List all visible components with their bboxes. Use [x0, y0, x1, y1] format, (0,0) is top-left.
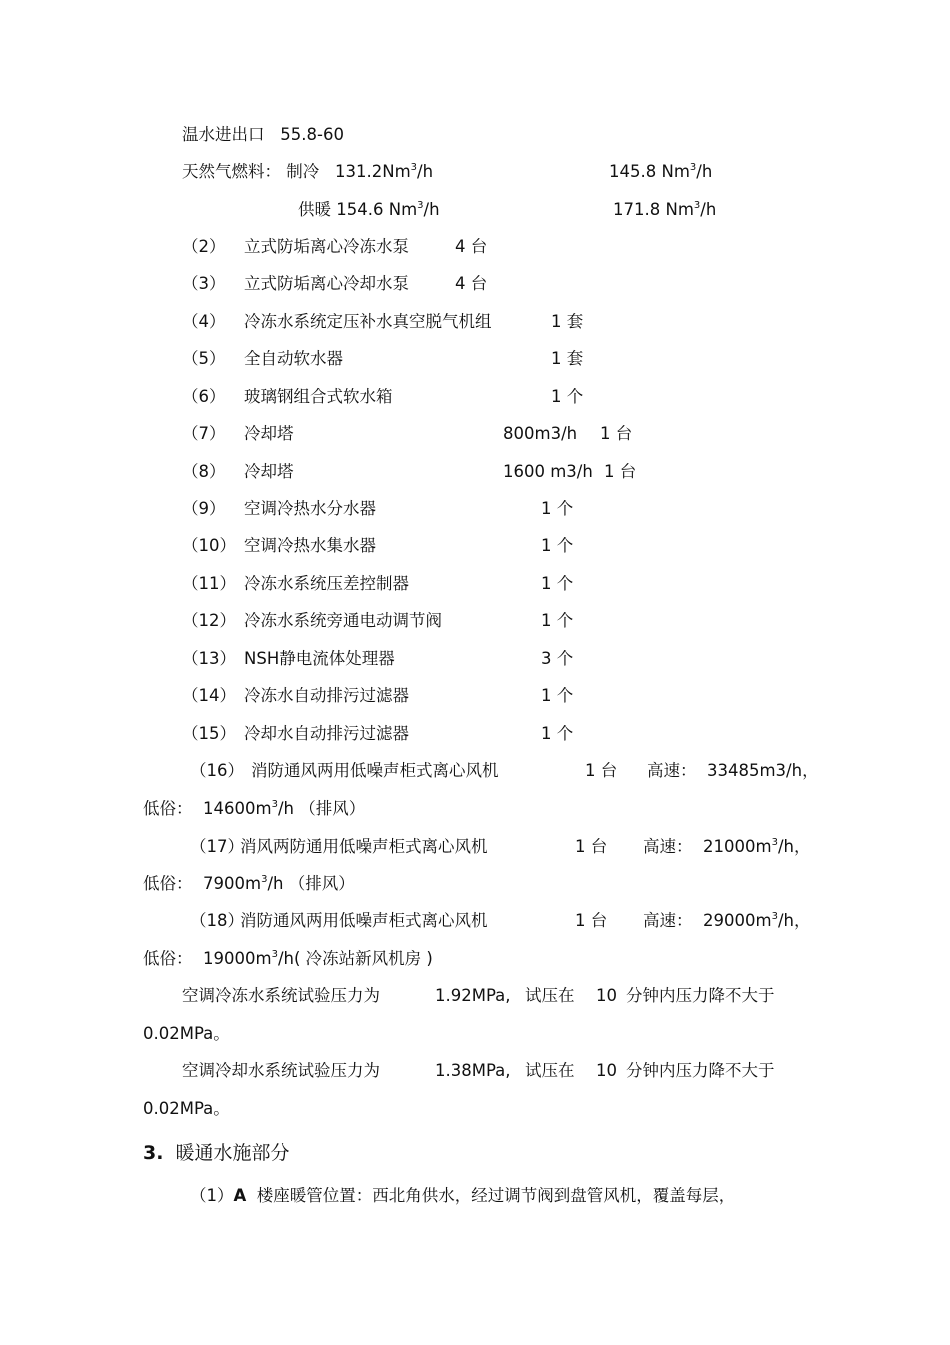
fan-qty: 1 台 — [585, 761, 618, 780]
test-label: 空调冷却水系统试验压力为 — [182, 1061, 380, 1080]
fan-low-label: 低俗： — [143, 799, 193, 818]
item-name: 立式防垢离心冷冻水泵 — [244, 237, 409, 256]
unit: /h — [417, 162, 434, 181]
para-num: （1） — [190, 1186, 234, 1205]
warm-water-value: 55.8-60 — [280, 125, 344, 144]
item-name: 冷冻水系统压差控制器 — [244, 574, 409, 593]
item-num: （9） — [182, 499, 226, 518]
section-number: 3. — [143, 1142, 164, 1164]
item-qty: 1 台 — [604, 462, 637, 481]
fan-low-value: 7900m — [203, 874, 262, 893]
fan-low — [143, 798, 365, 823]
test-tail: 分钟内压力降不大于 — [626, 986, 775, 1005]
item-num: （2） — [182, 237, 226, 256]
item-name: 冷却水自动排污过滤器 — [244, 724, 409, 743]
fan-low-label: 低俗： — [143, 874, 193, 893]
fan-name: 消风两防通用低噪声柜式离心风机 — [240, 837, 488, 856]
item-qty: 1 套 — [551, 312, 584, 331]
fan-num: （18） — [190, 911, 244, 930]
unit: /h — [277, 799, 294, 818]
para-text: 楼座暖管位置：西北角供水，经过调节阀到盘管风机，覆盖每层， — [256, 1186, 736, 1205]
fan-high-value: 33485m3/h， — [707, 761, 819, 780]
sup: 3 — [410, 162, 418, 173]
heating-value-2-text: 171.8 Nm — [613, 200, 694, 219]
item-qty: 1 个 — [541, 574, 574, 593]
item-name: 冷却塔 — [244, 462, 294, 481]
unit: /h — [423, 200, 440, 219]
test-mid: 试压在 — [525, 1061, 575, 1080]
item-num: （10） — [182, 536, 236, 555]
item-name: 空调冷热水集水器 — [244, 536, 376, 555]
item-qty: 1 个 — [541, 536, 574, 555]
item-num: （3） — [182, 274, 226, 293]
item-name: 冷冻水系统定压补水真空脱气机组 — [244, 312, 492, 331]
test-minutes: 10 — [596, 1061, 617, 1080]
warm-water-line — [182, 124, 344, 146]
item-spec: 800m3/h — [503, 424, 578, 443]
fan-high — [643, 910, 810, 935]
item-name: 冷却塔 — [244, 424, 294, 443]
item-name: 冷冻水自动排污过滤器 — [244, 686, 409, 705]
fan-num: （16） — [190, 761, 244, 780]
section-title: 暖通水施部分 — [175, 1142, 290, 1164]
test-pressure: 1.38MPa, — [435, 1061, 511, 1080]
heating-label: 供暖 — [298, 200, 331, 219]
item-qty: 1 个 — [541, 686, 574, 705]
fan-note: （排风） — [299, 799, 366, 818]
fan-low-label: 低俗： — [143, 949, 193, 968]
heating-line — [298, 199, 440, 224]
fan-num: （17） — [190, 837, 244, 856]
item-name: 玻璃钢组合式软水箱 — [244, 387, 393, 406]
cooling-value-2 — [609, 161, 712, 186]
sup: 3 — [771, 837, 778, 848]
item-qty: 1 个 — [541, 724, 574, 743]
item-qty: 1 个 — [541, 499, 574, 518]
item-name: NSH静电流体处理器 — [244, 649, 395, 668]
warm-water-label: 温水进出口 — [182, 125, 265, 144]
test-label: 空调冷冻水系统试验压力为 — [182, 986, 380, 1005]
unit: /h — [696, 162, 713, 181]
para-bold: A — [233, 1186, 247, 1205]
sup: 3 — [693, 200, 701, 211]
fan-note: ( 冷冻站新风机房 ) — [293, 949, 433, 968]
section-paragraph — [190, 1185, 735, 1207]
fan-qty: 1 台 — [575, 911, 608, 930]
item-num: （11） — [182, 574, 236, 593]
heating-value-2 — [613, 199, 716, 224]
item-num: （15） — [182, 724, 236, 743]
fan-low-value: 19000m — [203, 949, 272, 968]
unit: /h — [267, 874, 284, 893]
item-num: （7） — [182, 424, 226, 443]
test-minutes: 10 — [596, 986, 617, 1005]
item-num: （5） — [182, 349, 226, 368]
fan-note: （排风） — [288, 874, 355, 893]
item-qty: 1 台 — [600, 424, 633, 443]
fan-high — [643, 836, 810, 861]
fan-high-value: 29000m — [703, 911, 772, 930]
section-heading — [143, 1142, 290, 1164]
cooling-label: 制冷 — [286, 162, 320, 181]
sup: 3 — [771, 911, 778, 922]
item-num: （12） — [182, 611, 236, 630]
gas-label: 天然气燃料： — [182, 162, 281, 181]
item-num: （4） — [182, 312, 226, 331]
sup: 3 — [271, 799, 278, 810]
item-qty: 1 个 — [541, 611, 574, 630]
gas-cooling-line — [182, 161, 433, 186]
cooling-value-2-text: 145.8 Nm — [609, 162, 690, 181]
item-name: 立式防垢离心冷却水泵 — [244, 274, 409, 293]
unit: /h — [700, 200, 717, 219]
fan-high — [647, 760, 819, 782]
sup: 3 — [261, 874, 268, 885]
fan-low — [143, 948, 433, 973]
fan-qty: 1 台 — [575, 837, 608, 856]
fan-low-value: 14600m — [203, 799, 272, 818]
item-num: （8） — [182, 462, 226, 481]
fan-high-label: 高速： — [643, 911, 693, 930]
unit: /h， — [777, 837, 811, 856]
fan-name: 消防通风两用低噪声柜式离心风机 — [240, 911, 488, 930]
item-qty: 3 个 — [541, 649, 574, 668]
fan-low — [143, 873, 355, 898]
item-name: 空调冷热水分水器 — [244, 499, 376, 518]
item-spec: 1600 m3/h — [503, 462, 593, 481]
test-mid: 试压在 — [525, 986, 575, 1005]
test-tail: 分钟内压力降不大于 — [626, 1061, 775, 1080]
sup: 3 — [271, 949, 278, 960]
fan-high-value: 21000m — [703, 837, 772, 856]
item-qty: 4 台 — [455, 237, 488, 256]
item-qty: 1 套 — [551, 349, 584, 368]
item-num: （14） — [182, 686, 236, 705]
test-limit: 0.02MPa。 — [143, 1024, 230, 1043]
heating-value-1: 154.6 Nm — [336, 200, 418, 219]
item-qty: 1 个 — [551, 387, 584, 406]
unit: /h， — [777, 911, 811, 930]
fan-name: 消防通风两用低噪声柜式离心风机 — [251, 761, 499, 780]
unit: /h — [277, 949, 294, 968]
fan-high-label: 高速： — [643, 837, 693, 856]
test-pressure: 1.92MPa, — [435, 986, 511, 1005]
sup: 3 — [417, 200, 424, 211]
item-num: （6） — [182, 387, 226, 406]
cooling-value-1: 131.2Nm — [335, 162, 411, 181]
item-qty: 4 台 — [455, 274, 488, 293]
test-limit: 0.02MPa。 — [143, 1099, 230, 1118]
sup: 3 — [689, 162, 697, 173]
item-num: （13） — [182, 649, 236, 668]
item-name: 全自动软水器 — [244, 349, 343, 368]
item-name: 冷冻水系统旁通电动调节阀 — [244, 611, 442, 630]
fan-high-label: 高速： — [647, 761, 697, 780]
